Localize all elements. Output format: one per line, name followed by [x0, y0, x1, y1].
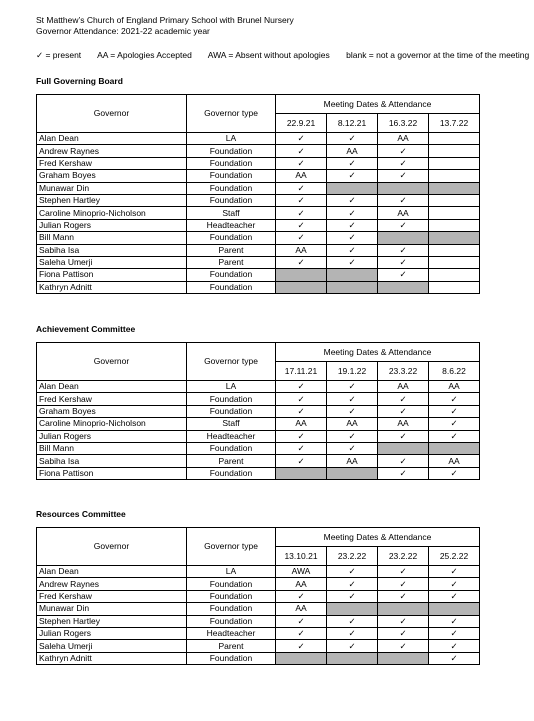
attendance-cell	[429, 256, 480, 268]
attendance-cell: AA	[276, 603, 327, 615]
section-title: Achievement Committee	[36, 324, 136, 334]
column-header-governor: Governor	[37, 528, 187, 566]
attendance-cell: ✓	[276, 219, 327, 231]
governor-name: Andrew Raynes	[37, 578, 187, 590]
attendance-cell: ✓	[327, 170, 378, 182]
attendance-cell: ✓	[429, 652, 480, 664]
governor-type: Foundation	[187, 281, 276, 293]
meeting-date: 22.9.21	[276, 114, 327, 133]
governor-type: Parent	[187, 256, 276, 268]
section-title: Full Governing Board	[36, 76, 123, 86]
governor-type: Foundation	[187, 182, 276, 194]
governor-type: Parent	[187, 455, 276, 467]
attendance-cell	[429, 219, 480, 231]
attendance-cell	[327, 281, 378, 293]
attendance-cell	[378, 232, 429, 244]
governor-type: Foundation	[187, 157, 276, 169]
table-row	[37, 194, 480, 206]
table-row	[37, 405, 480, 417]
table-row	[37, 381, 480, 393]
attendance-cell	[327, 652, 378, 664]
meeting-date: 19.1.22	[327, 362, 378, 381]
attendance-cell: ✓	[327, 256, 378, 268]
governor-name: Munawar Din	[37, 182, 187, 194]
attendance-cell: AA	[276, 170, 327, 182]
column-header-meeting-dates: Meeting Dates & Attendance	[276, 343, 480, 362]
attendance-cell: ✓	[378, 578, 429, 590]
attendance-cell: ✓	[378, 157, 429, 169]
governor-type: Foundation	[187, 590, 276, 602]
table-row	[37, 578, 480, 590]
governor-name: Sabiha Isa	[37, 244, 187, 256]
table-header-row	[37, 528, 480, 547]
governor-name: Sabiha Isa	[37, 455, 187, 467]
attendance-cell: ✓	[327, 232, 378, 244]
meeting-date: 23.3.22	[378, 362, 429, 381]
attendance-cell: AA	[327, 145, 378, 157]
attendance-cell	[429, 232, 480, 244]
attendance-cell: ✓	[378, 194, 429, 206]
attendance-cell	[429, 244, 480, 256]
attendance-cell: ✓	[276, 133, 327, 145]
attendance-cell: ✓	[429, 405, 480, 417]
governor-name: Graham Boyes	[37, 170, 187, 182]
governor-type: Staff	[187, 418, 276, 430]
attendance-cell	[429, 133, 480, 145]
table-row	[37, 652, 480, 664]
attendance-cell: ✓	[327, 194, 378, 206]
attendance-cell: ✓	[276, 393, 327, 405]
attendance-cell	[429, 442, 480, 454]
attendance-cell: AA	[429, 381, 480, 393]
attendance-cell: ✓	[327, 157, 378, 169]
governor-name: Kathryn Adnitt	[37, 281, 187, 293]
attendance-cell: ✓	[327, 566, 378, 578]
attendance-cell	[327, 182, 378, 194]
attendance-cell	[327, 269, 378, 281]
key-blank: blank = not a governor at the time of the meeting	[346, 50, 530, 60]
attendance-cell: ✓	[378, 269, 429, 281]
attendance-cell	[378, 442, 429, 454]
governor-name: Saleha Umerji	[37, 640, 187, 652]
attendance-cell: ✓	[276, 381, 327, 393]
table-row	[37, 207, 480, 219]
attendance-cell: ✓	[378, 256, 429, 268]
meeting-date: 25.2.22	[429, 547, 480, 566]
attendance-cell: AA	[378, 207, 429, 219]
attendance-cell: ✓	[276, 640, 327, 652]
governor-name: Julian Rogers	[37, 430, 187, 442]
attendance-cell	[429, 194, 480, 206]
attendance-cell: ✓	[327, 133, 378, 145]
attendance-cell: ✓	[378, 640, 429, 652]
column-header-governor: Governor	[37, 95, 187, 133]
attendance-cell: ✓	[429, 566, 480, 578]
attendance-cell: ✓	[276, 256, 327, 268]
attendance-cell: AA	[327, 418, 378, 430]
table-row	[37, 603, 480, 615]
governor-name: Caroline Minoprio-Nicholson	[37, 418, 187, 430]
governor-type: Foundation	[187, 405, 276, 417]
attendance-cell: ✓	[378, 405, 429, 417]
attendance-cell	[327, 603, 378, 615]
attendance-cell	[276, 652, 327, 664]
column-header-governor-type: Governor type	[187, 528, 276, 566]
attendance-cell	[327, 467, 378, 479]
governor-type: Headteacher	[187, 430, 276, 442]
table-row	[37, 430, 480, 442]
table-header-row	[37, 343, 480, 362]
attendance-cell: ✓	[429, 578, 480, 590]
column-header-meeting-dates: Meeting Dates & Attendance	[276, 528, 480, 547]
attendance-cell: AWA	[276, 566, 327, 578]
governor-name: Julian Rogers	[37, 627, 187, 639]
table-row	[37, 256, 480, 268]
table-row	[37, 281, 480, 293]
table-row	[37, 182, 480, 194]
governor-type: LA	[187, 566, 276, 578]
attendance-cell	[378, 182, 429, 194]
key-aa: AA = Apologies Accepted	[97, 50, 192, 60]
governor-type: Foundation	[187, 269, 276, 281]
column-header-governor-type: Governor type	[187, 95, 276, 133]
column-header-governor: Governor	[37, 343, 187, 381]
governor-name: Alan Dean	[37, 566, 187, 578]
column-header-governor-type: Governor type	[187, 343, 276, 381]
attendance-cell	[276, 281, 327, 293]
governor-name: Bill Mann	[37, 442, 187, 454]
governor-type: Foundation	[187, 603, 276, 615]
table-row	[37, 627, 480, 639]
governor-name: Andrew Raynes	[37, 145, 187, 157]
attendance-cell	[429, 207, 480, 219]
governor-type: Foundation	[187, 194, 276, 206]
governor-name: Fred Kershaw	[37, 157, 187, 169]
key-present: ✓ = present	[36, 50, 82, 60]
attendance-cell: ✓	[378, 467, 429, 479]
governor-type: Headteacher	[187, 627, 276, 639]
attendance-table	[36, 342, 480, 480]
governor-type: Headteacher	[187, 219, 276, 231]
table-row	[37, 232, 480, 244]
attendance-cell: ✓	[429, 590, 480, 602]
attendance-cell: ✓	[378, 590, 429, 602]
attendance-cell: AA	[429, 455, 480, 467]
attendance-cell	[429, 157, 480, 169]
governor-type: Foundation	[187, 232, 276, 244]
meeting-date: 8.6.22	[429, 362, 480, 381]
governor-name: Fiona Pattison	[37, 467, 187, 479]
attendance-cell: ✓	[429, 615, 480, 627]
attendance-cell: ✓	[327, 405, 378, 417]
attendance-cell: ✓	[429, 640, 480, 652]
meeting-date: 13.10.21	[276, 547, 327, 566]
document-header	[36, 15, 294, 37]
attendance-cell: ✓	[276, 430, 327, 442]
attendance-cell	[429, 269, 480, 281]
attendance-cell: ✓	[327, 219, 378, 231]
attendance-cell: ✓	[276, 207, 327, 219]
table-row	[37, 244, 480, 256]
table-row	[37, 269, 480, 281]
governor-name: Julian Rogers	[37, 219, 187, 231]
governor-type: Parent	[187, 244, 276, 256]
meeting-date: 23.2.22	[327, 547, 378, 566]
attendance-cell: ✓	[276, 182, 327, 194]
table-row	[37, 455, 480, 467]
attendance-cell: ✓	[276, 615, 327, 627]
governor-name: Kathryn Adnitt	[37, 652, 187, 664]
attendance-cell: ✓	[378, 170, 429, 182]
legend-key	[36, 50, 534, 61]
governor-type: LA	[187, 381, 276, 393]
governor-name: Graham Boyes	[37, 405, 187, 417]
attendance-cell: ✓	[429, 467, 480, 479]
attendance-cell	[429, 170, 480, 182]
attendance-cell: ✓	[327, 442, 378, 454]
attendance-cell: ✓	[276, 157, 327, 169]
meeting-date: 13.7.22	[429, 114, 480, 133]
attendance-cell: ✓	[327, 430, 378, 442]
governor-type: Foundation	[187, 145, 276, 157]
governor-name: Fred Kershaw	[37, 393, 187, 405]
attendance-table	[36, 527, 480, 665]
attendance-cell: AA	[276, 578, 327, 590]
attendance-cell: AA	[327, 455, 378, 467]
governor-name: Fred Kershaw	[37, 590, 187, 602]
table-row	[37, 590, 480, 602]
meeting-date: 8.12.21	[327, 114, 378, 133]
attendance-cell: AA	[378, 133, 429, 145]
governor-type: Staff	[187, 207, 276, 219]
governor-name: Munawar Din	[37, 603, 187, 615]
attendance-cell	[429, 182, 480, 194]
document-subtitle: Governor Attendance: 2021-22 academic year	[36, 26, 210, 36]
table-header-row	[37, 95, 480, 114]
school-name: St Matthew’s Church of England Primary School with Brunel Nursery	[36, 15, 294, 25]
attendance-cell: ✓	[327, 207, 378, 219]
governor-name: Stephen Hartley	[37, 194, 187, 206]
meeting-date: 16.3.22	[378, 114, 429, 133]
governor-type: Parent	[187, 640, 276, 652]
attendance-cell: ✓	[327, 590, 378, 602]
table-row	[37, 145, 480, 157]
attendance-cell: ✓	[378, 455, 429, 467]
governor-type: Foundation	[187, 442, 276, 454]
attendance-cell: ✓	[327, 640, 378, 652]
attendance-cell	[378, 652, 429, 664]
attendance-cell: ✓	[276, 627, 327, 639]
table-row	[37, 566, 480, 578]
attendance-cell: ✓	[378, 566, 429, 578]
governor-type: Foundation	[187, 467, 276, 479]
governor-name: Alan Dean	[37, 133, 187, 145]
attendance-cell: ✓	[327, 578, 378, 590]
attendance-cell: ✓	[429, 393, 480, 405]
attendance-cell: ✓	[378, 615, 429, 627]
table-row	[37, 467, 480, 479]
attendance-cell: ✓	[378, 244, 429, 256]
attendance-cell	[429, 145, 480, 157]
table-row	[37, 170, 480, 182]
table-row	[37, 157, 480, 169]
attendance-cell: ✓	[327, 615, 378, 627]
table-row	[37, 393, 480, 405]
attendance-cell	[378, 603, 429, 615]
attendance-cell: ✓	[327, 244, 378, 256]
governor-type: Foundation	[187, 615, 276, 627]
attendance-cell: ✓	[429, 418, 480, 430]
table-row	[37, 418, 480, 430]
attendance-cell: AA	[378, 418, 429, 430]
key-awa: AWA = Absent without apologies	[207, 50, 330, 60]
attendance-cell: ✓	[378, 430, 429, 442]
meeting-date: 17.11.21	[276, 362, 327, 381]
attendance-cell: ✓	[378, 393, 429, 405]
table-row	[37, 640, 480, 652]
governor-type: Foundation	[187, 652, 276, 664]
attendance-cell: ✓	[327, 627, 378, 639]
governor-name: Caroline Minoprio-Nicholson	[37, 207, 187, 219]
attendance-cell: ✓	[429, 627, 480, 639]
governor-name: Alan Dean	[37, 381, 187, 393]
table-row	[37, 442, 480, 454]
attendance-cell: ✓	[276, 145, 327, 157]
meeting-date: 23.2.22	[378, 547, 429, 566]
attendance-cell: ✓	[276, 405, 327, 417]
governor-name: Fiona Pattison	[37, 269, 187, 281]
governor-name: Stephen Hartley	[37, 615, 187, 627]
attendance-cell: ✓	[276, 590, 327, 602]
attendance-cell: ✓	[327, 381, 378, 393]
governor-name: Saleha Umerji	[37, 256, 187, 268]
governor-type: Foundation	[187, 393, 276, 405]
attendance-cell	[276, 269, 327, 281]
attendance-cell: ✓	[378, 627, 429, 639]
column-header-meeting-dates: Meeting Dates & Attendance	[276, 95, 480, 114]
table-row	[37, 219, 480, 231]
attendance-cell: AA	[378, 381, 429, 393]
attendance-cell: ✓	[276, 455, 327, 467]
attendance-cell	[429, 603, 480, 615]
attendance-cell: ✓	[276, 232, 327, 244]
attendance-cell: AA	[276, 244, 327, 256]
attendance-cell: ✓	[378, 219, 429, 231]
governor-type: Foundation	[187, 578, 276, 590]
table-row	[37, 615, 480, 627]
attendance-cell	[276, 467, 327, 479]
section-title: Resources Committee	[36, 509, 126, 519]
attendance-cell: ✓	[429, 430, 480, 442]
attendance-cell	[429, 281, 480, 293]
attendance-cell	[378, 281, 429, 293]
attendance-cell: ✓	[276, 194, 327, 206]
governor-name: Bill Mann	[37, 232, 187, 244]
attendance-cell: ✓	[378, 145, 429, 157]
attendance-cell: AA	[276, 418, 327, 430]
governor-type: LA	[187, 133, 276, 145]
attendance-cell: ✓	[276, 442, 327, 454]
attendance-cell: ✓	[327, 393, 378, 405]
table-row	[37, 133, 480, 145]
attendance-table	[36, 94, 480, 294]
governor-type: Foundation	[187, 170, 276, 182]
